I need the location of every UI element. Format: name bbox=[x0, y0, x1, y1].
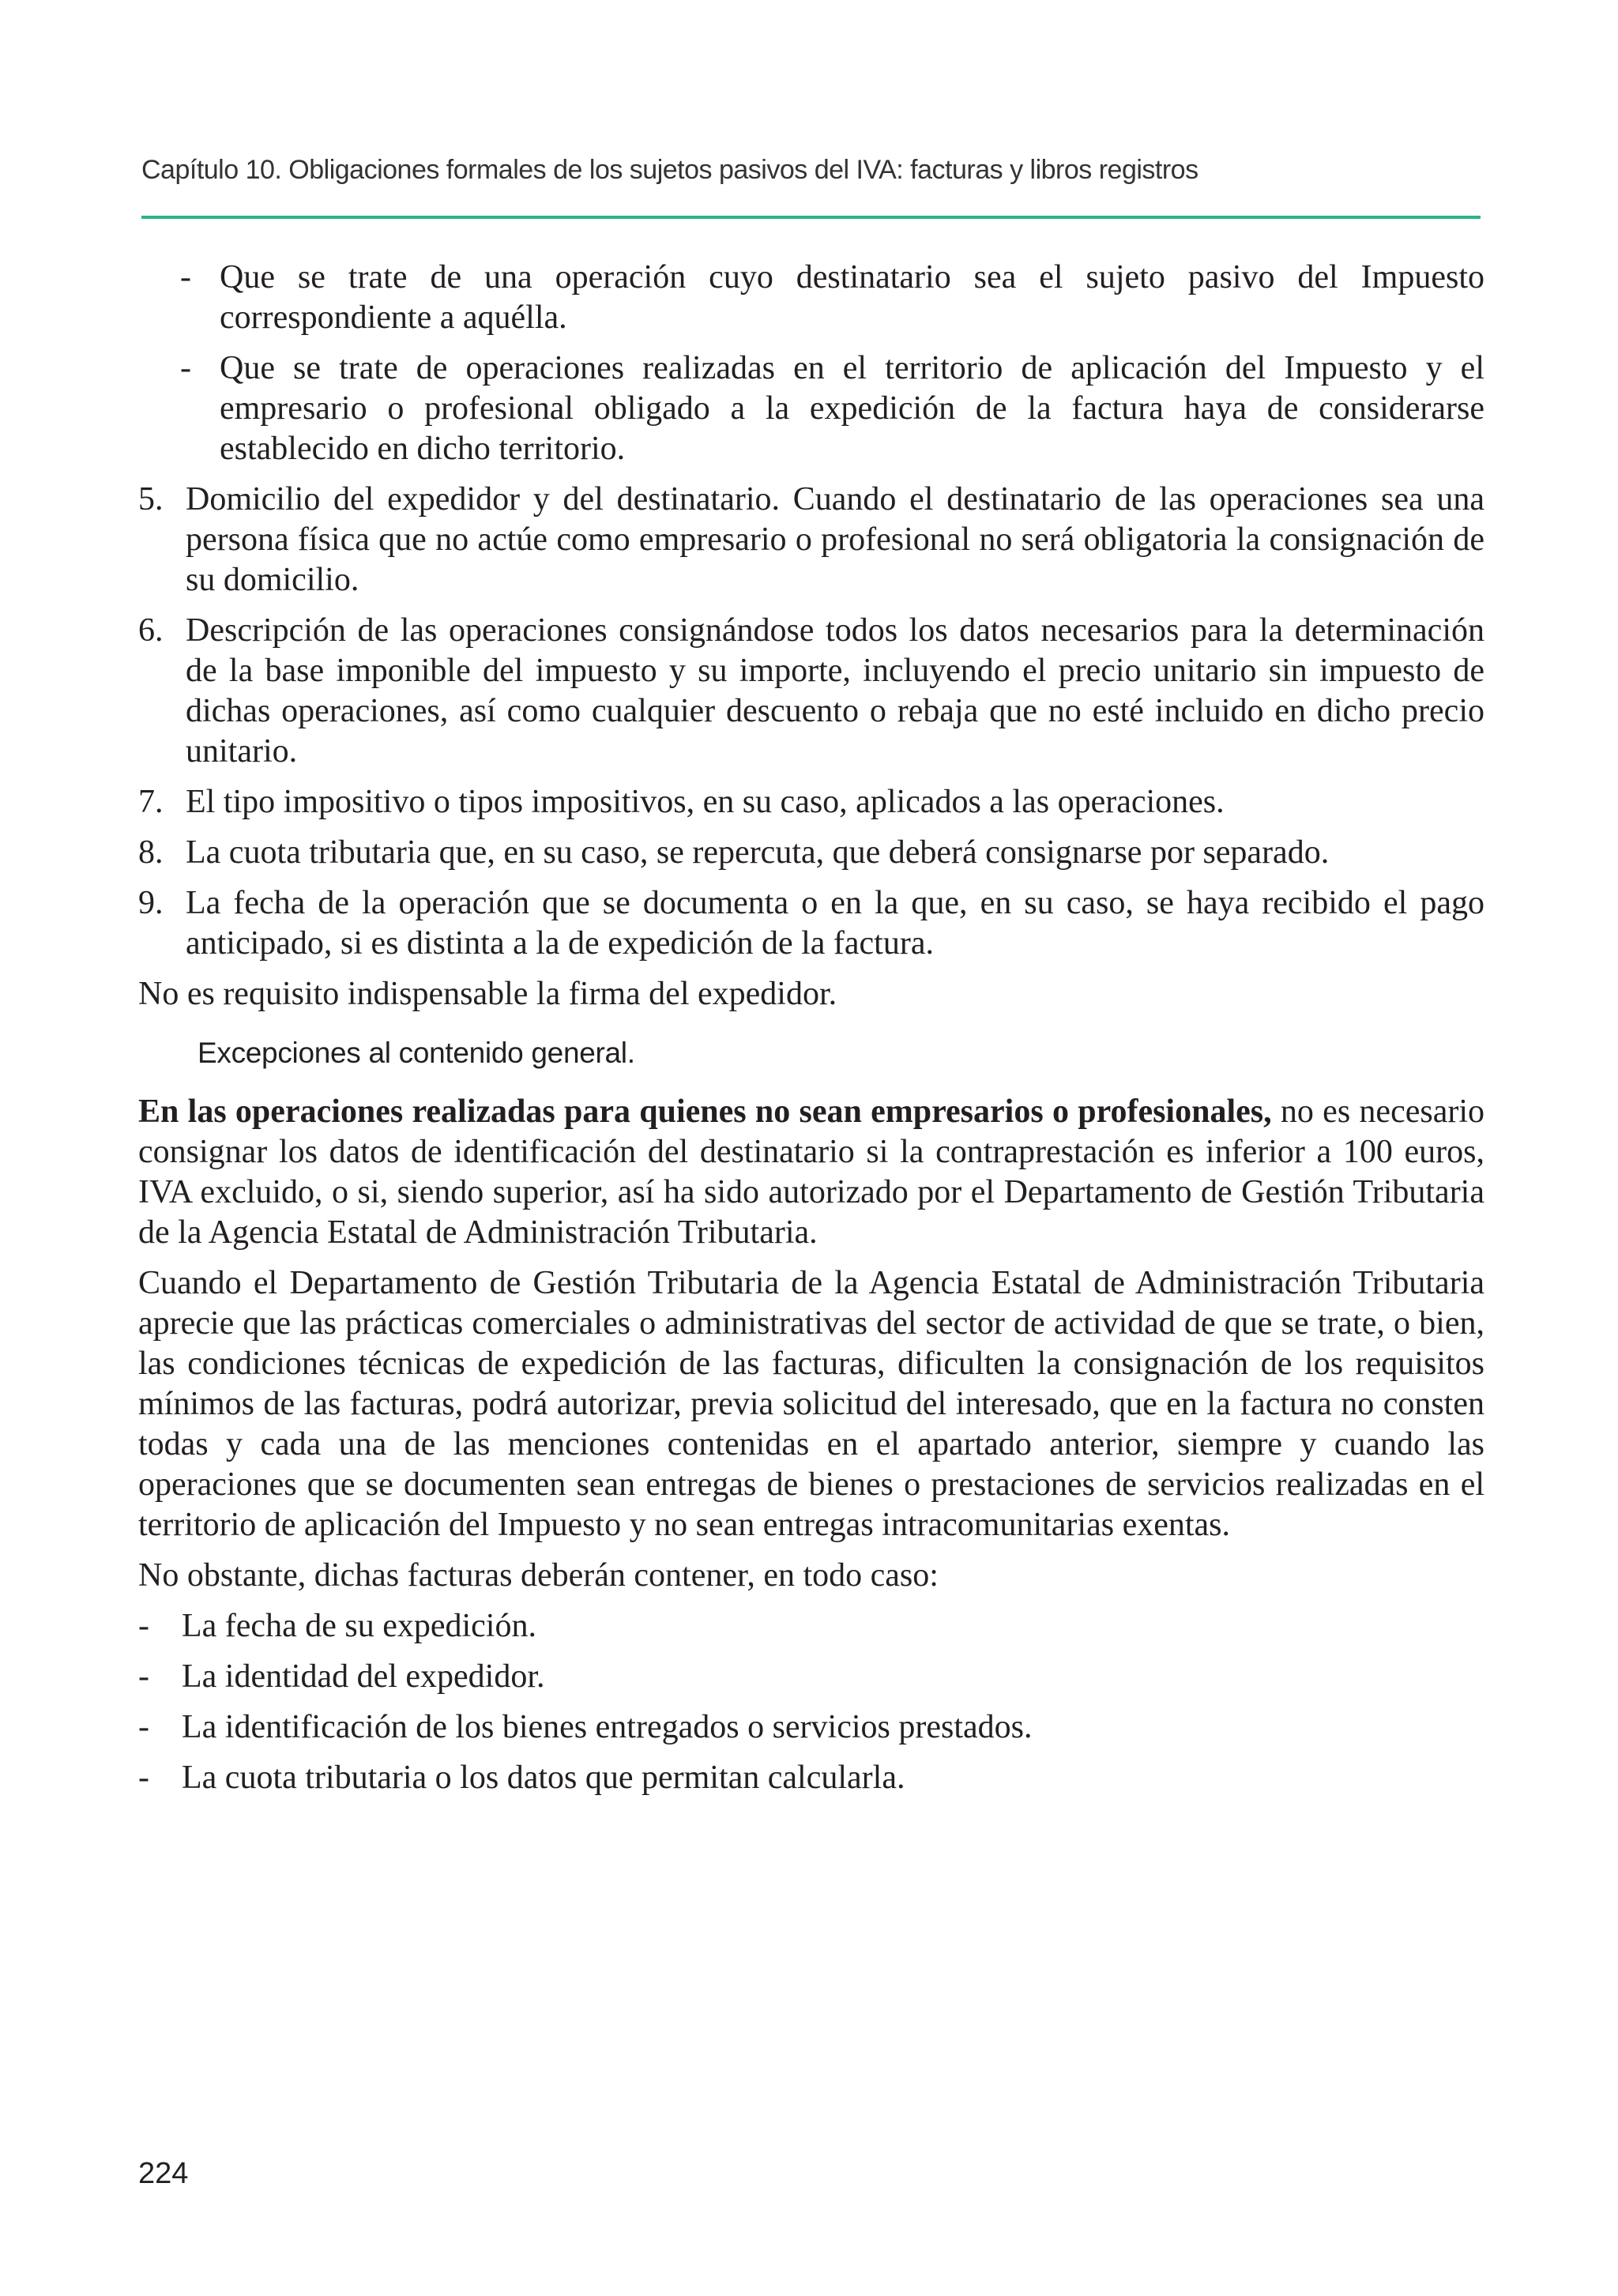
paragraph-requirements-intro: No obstante, dichas facturas deberán contener, en todo caso: bbox=[138, 1557, 939, 1594]
numbered-item-text: Domicilio del expedidor y del destinatario. Cuando el destinatario de las operaciones sea una persona física que no actúe como empresario o profesional no será obligatoria la consignación de su domicilio. bbox=[186, 481, 1484, 598]
numbered-item bbox=[138, 883, 1484, 964]
list-item bbox=[138, 1606, 1484, 1647]
section-heading: Excepciones al contenido general. bbox=[198, 1037, 635, 1069]
paragraph-exemption bbox=[138, 1092, 1484, 1253]
list-item bbox=[138, 1707, 1484, 1748]
numbered-item-text: La fecha de la operación que se documenta o en la que, en su caso, se haya recibido el pago anticipado, si es distinta a la de expedición de la factura. bbox=[186, 885, 1484, 962]
numbered-item bbox=[138, 782, 1484, 822]
paragraph-authorization: Cuando el Departamento de Gestión Tributaria de la Agencia Estatal de Administración Tributaria aprecie que las prácticas comerciales o administrativas del sector de actividad de que se trate, o bien, las condiciones técnicas de expedición de las facturas, dificulten la consignación de los requisitos mínimos de las facturas, podrá autorizar, previa solicitud del interesado, que en la factura no consten todas y cada una de las menciones contenidas en el apartado anterior, siempre y cuando las operaciones que se documenten sean entregas de bienes o prestaciones de servicios realizadas en el territorio de aplicación del Impuesto y no sean entregas intracomunitarias exentas. bbox=[138, 1265, 1484, 1543]
numbered-item bbox=[138, 611, 1484, 772]
numbered-item-text: Descripción de las operaciones consignándose todos los datos necesarios para la determinación de la base imponible del impuesto y su importe, incluyendo el precio unitario sin impuesto de dichas operaciones, así como cualquier descuento o rebaja que no esté incluido en dicho precio unitario. bbox=[186, 612, 1484, 770]
list-marker: - bbox=[138, 1658, 149, 1695]
list-item bbox=[138, 258, 1484, 338]
list-item bbox=[138, 1758, 1484, 1798]
list-marker: - bbox=[180, 350, 191, 386]
running-header: Capítulo 10. Obligaciones formales de los sujetos pasivos del IVA: facturas y libros registros bbox=[141, 155, 1198, 185]
list-item-text: La fecha de su expedición. bbox=[182, 1608, 536, 1644]
list-marker: - bbox=[138, 1760, 149, 1796]
paragraph-text: no es necesario consignar los datos de identificación del destinatario si la contraprestación es inferior a 100 euros, IVA excluido, o si, siendo superior, así ha sido autorizado por el Departamento de Gestión Tributaria de la Agencia Estatal de Administración Tributaria. bbox=[138, 1093, 1484, 1251]
list-item bbox=[138, 1657, 1484, 1697]
list-marker: - bbox=[138, 1608, 149, 1644]
item-number: 8. bbox=[138, 834, 164, 871]
numbered-item bbox=[138, 480, 1484, 600]
item-number: 7. bbox=[138, 784, 164, 820]
list-item-text: La identificación de los bienes entregados o servicios prestados. bbox=[182, 1709, 1033, 1745]
list-item-text: La identidad del expedidor. bbox=[182, 1658, 545, 1695]
item-number: 5. bbox=[138, 481, 164, 518]
item-number: 9. bbox=[138, 885, 164, 921]
numbered-item-text: El tipo impositivo o tipos impositivos, en su caso, aplicados a las operaciones. bbox=[186, 784, 1225, 820]
page-body bbox=[138, 258, 1484, 1809]
list-item-text: Que se trate de una operación cuyo destinatario sea el sujeto pasivo del Impuesto correspondiente a aquélla. bbox=[220, 259, 1484, 336]
signature-note: No es requisito indispensable la firma del expedidor. bbox=[138, 976, 837, 1012]
list-item-text: Que se trate de operaciones realizadas en el territorio de aplicación del Impuesto y el empresario o profesional obligado a la expedición de la factura haya de considerarse establecido en dicho territorio. bbox=[220, 350, 1484, 467]
list-marker: - bbox=[138, 1709, 149, 1745]
item-number: 6. bbox=[138, 612, 164, 649]
bold-lead-text: En las operaciones realizadas para quienes no sean empresarios o profesionales, bbox=[138, 1093, 1272, 1130]
header-rule bbox=[141, 216, 1481, 219]
numbered-item-text: La cuota tributaria que, en su caso, se repercuta, que deberá consignarse por separado. bbox=[186, 834, 1330, 871]
list-item-text: La cuota tributaria o los datos que permitan calcularla. bbox=[182, 1760, 905, 1796]
numbered-item bbox=[138, 833, 1484, 873]
page-number: 224 bbox=[138, 2157, 189, 2190]
list-marker: - bbox=[180, 259, 191, 295]
list-item bbox=[138, 348, 1484, 469]
